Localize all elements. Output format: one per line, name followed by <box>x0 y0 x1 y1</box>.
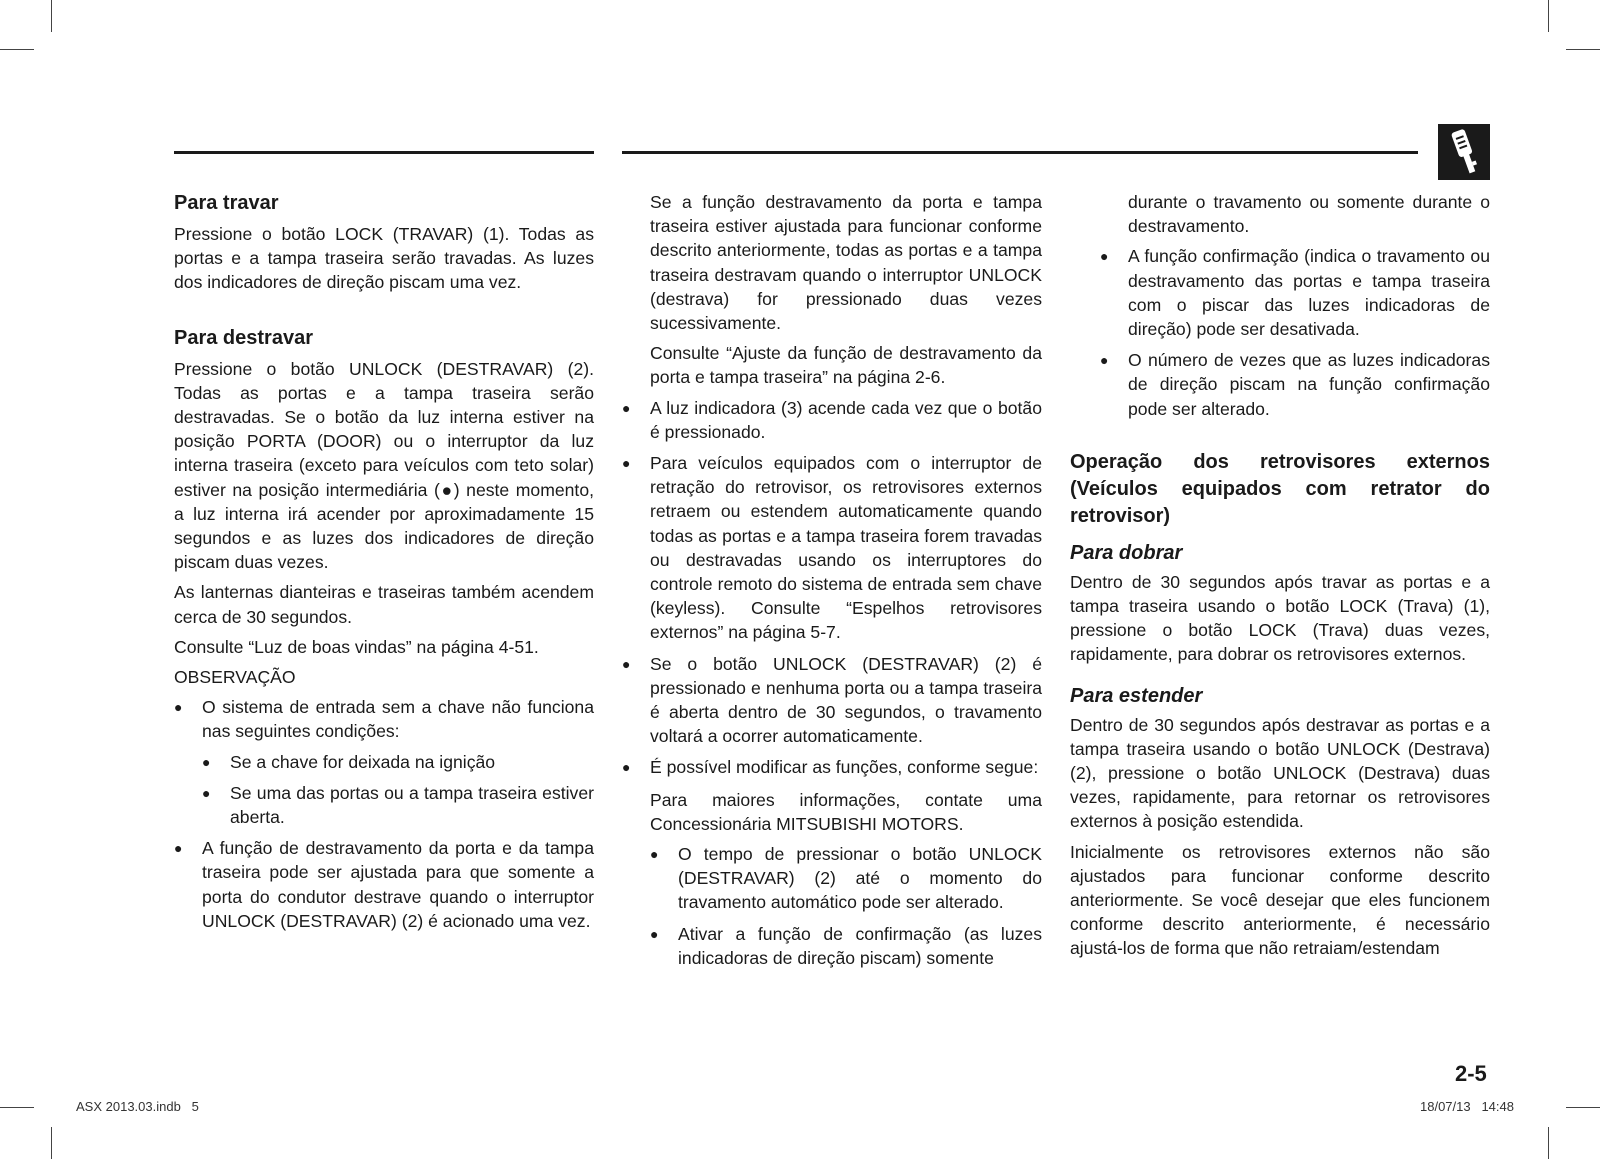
header-rule-left <box>174 151 594 154</box>
heading-para-estender: Para estender <box>1070 684 1203 707</box>
bullet-item: ● A luz indicadora (3) acende cada vez que o botão é pressionado. <box>622 396 1042 444</box>
heading-retrovisores: Operação dos retrovisores externos (Veículos equipados com retrator do retrovisor) <box>1070 450 1490 527</box>
paragraph-dobrar: Dentro de 30 segundos após travar as portas e a tampa traseira usando o botão LOCK (Trava) (1), pressione o botão LOCK (Trava) duas vezes, rapidamente, para dobrar os retrovisores externos. <box>1070 571 1490 665</box>
heading-para-destravar: Para destravar <box>174 326 313 349</box>
paragraph-consulte: Consulte “Luz de boas vindas” na página 4-51. <box>174 636 539 657</box>
bullet-subitem: ● Ativar a função de confirmação (as luzes indicadoras de direção piscam) somente <box>650 922 1042 970</box>
paragraph-function: Se a função destravamento da porta e tampa traseira estiver ajustada para funcionar conforme descrito anteriormente, todas as portas e a tampa traseira destravam quando o interruptor UNLOCK (destrava) for pressionado duas vezes sucessivamente. <box>650 192 1042 334</box>
crop-mark <box>51 0 52 32</box>
crop-mark <box>51 1127 52 1159</box>
heading-para-travar: Para travar <box>174 192 279 214</box>
crop-mark <box>1566 49 1600 50</box>
bullet-subitem: ● A função confirmação (indica o travamento ou destravamento das portas e tampa traseira com o piscar das luzes indicadoras de direção) pode ser desativada. <box>1100 244 1490 341</box>
paragraph-consulte-ajuste: Consulte “Ajuste da função de destravamento da porta e tampa traseira” na página 2-6. <box>650 343 1042 388</box>
crop-mark <box>1566 1107 1600 1108</box>
bullet-item: ● Se o botão UNLOCK (DESTRAVAR) (2) é pressionado e nenhuma porta ou a tampa traseira é aberta dentro de 30 segundos, o travamento voltará a ocorrer automaticamente. <box>622 652 1042 749</box>
bullet-item: ● Para veículos equipados com o interruptor de retração do retrovisor, os retrovisores externos retraem ou estendem automaticamente quando todas as portas e a tampa traseira forem travadas ou destravadas usando os interruptores do controle remoto do sistema de entrada sem chave (keyless). Consulte “Espelhos retrovisores externos” na página 5-7. <box>622 451 1042 645</box>
column-3 <box>1070 190 1490 967</box>
heading-para-dobrar: Para dobrar <box>1070 541 1183 564</box>
bullet-item <box>622 755 1042 970</box>
bullet-list <box>622 396 1042 970</box>
bullet-subitem: ● O número de vezes que as luzes indicadoras de direção piscam na função confirmação pode ser alterado. <box>1100 348 1490 421</box>
note-item: ● A função de destravamento da porta e da tampa traseira pode ser ajustada para que somente a porta do condutor destrave quando o interruptor UNLOCK (DESTRAVAR) (2) é acionado uma vez. <box>174 836 594 933</box>
note-label: OBSERVAÇÃO <box>174 667 296 688</box>
crop-mark <box>0 49 34 50</box>
bullet-sublist <box>650 842 1042 970</box>
bullet-sublist-continued <box>1070 244 1490 420</box>
footer-file: ASX 2013.03.indb 5 <box>76 1099 199 1114</box>
column-1 <box>174 190 594 940</box>
note-subitem: ● Se uma das portas ou a tampa traseira estiver aberta. <box>202 781 594 829</box>
bullet-item-text: É possível modificar as funções, conforme segue: <box>650 757 1039 778</box>
paragraph-lanternas: As lanternas dianteiras e traseiras também acendem cerca de 30 segundos. <box>174 582 594 627</box>
paragraph-travar: Pressione o botão LOCK (TRAVAR) (1). Todas as portas e a tampa traseira serão travadas. As luzes dos indicadores de direção piscam uma vez. <box>174 224 594 293</box>
section-tab <box>1438 124 1490 180</box>
header-rule-right <box>622 151 1418 154</box>
key-icon <box>1438 124 1490 180</box>
paragraph-destravar: Pressione o botão UNLOCK (DESTRAVAR) (2). Todas as portas e a tampa traseira serão destravadas. Se o botão da luz interna estiver na posição PORTA (DOOR) ou o interruptor da luz interna traseira (exceto para veículos com teto solar) estiver na posição intermediária (●) neste momento, a luz interna irá acender por aproximadamente 15 segundos e as luzes dos indicadores de direção piscam duas vezes. <box>174 358 594 573</box>
paragraph-inicialmente: Inicialmente os retrovisores externos não são ajustados para funcionar conforme descrito anteriormente. Se você desejar que eles funcionem conforme descrito anteriormente, é necessário ajustá-los de forma que não retraiam/estendam <box>1070 841 1490 959</box>
note-item <box>174 695 594 829</box>
note-list <box>174 695 594 933</box>
footer-date: 18/07/13 14:48 <box>1420 1099 1514 1114</box>
crop-mark <box>1548 1127 1549 1159</box>
bullet-item-note: Para maiores informações, contate uma Concessionária MITSUBISHI MOTORS. <box>650 789 1042 834</box>
bullet-subitem: ● O tempo de pressionar o botão UNLOCK (DESTRAVAR) (2) até o momento do travamento automático pode ser alterado. <box>650 842 1042 915</box>
note-sublist <box>202 750 594 830</box>
crop-mark <box>0 1107 34 1108</box>
note-item-text: O sistema de entrada sem a chave não funciona nas seguintes condições: <box>202 697 594 742</box>
paragraph-estender: Dentro de 30 segundos após destravar as portas e a tampa traseira usando o botão UNLOCK (Destrava) (2), pressione o botão UNLOCK (Destrava) duas vezes, rapidamente, para retornar os retrovisores externos à posição estendida. <box>1070 714 1490 832</box>
crop-mark <box>1548 0 1549 32</box>
continued-text: durante o travamento ou somente durante o destravamento. <box>1128 192 1490 237</box>
column-2 <box>622 190 1042 977</box>
page-number: 2-5 <box>1455 1061 1487 1086</box>
note-subitem: ● Se a chave for deixada na ignição <box>202 750 594 774</box>
